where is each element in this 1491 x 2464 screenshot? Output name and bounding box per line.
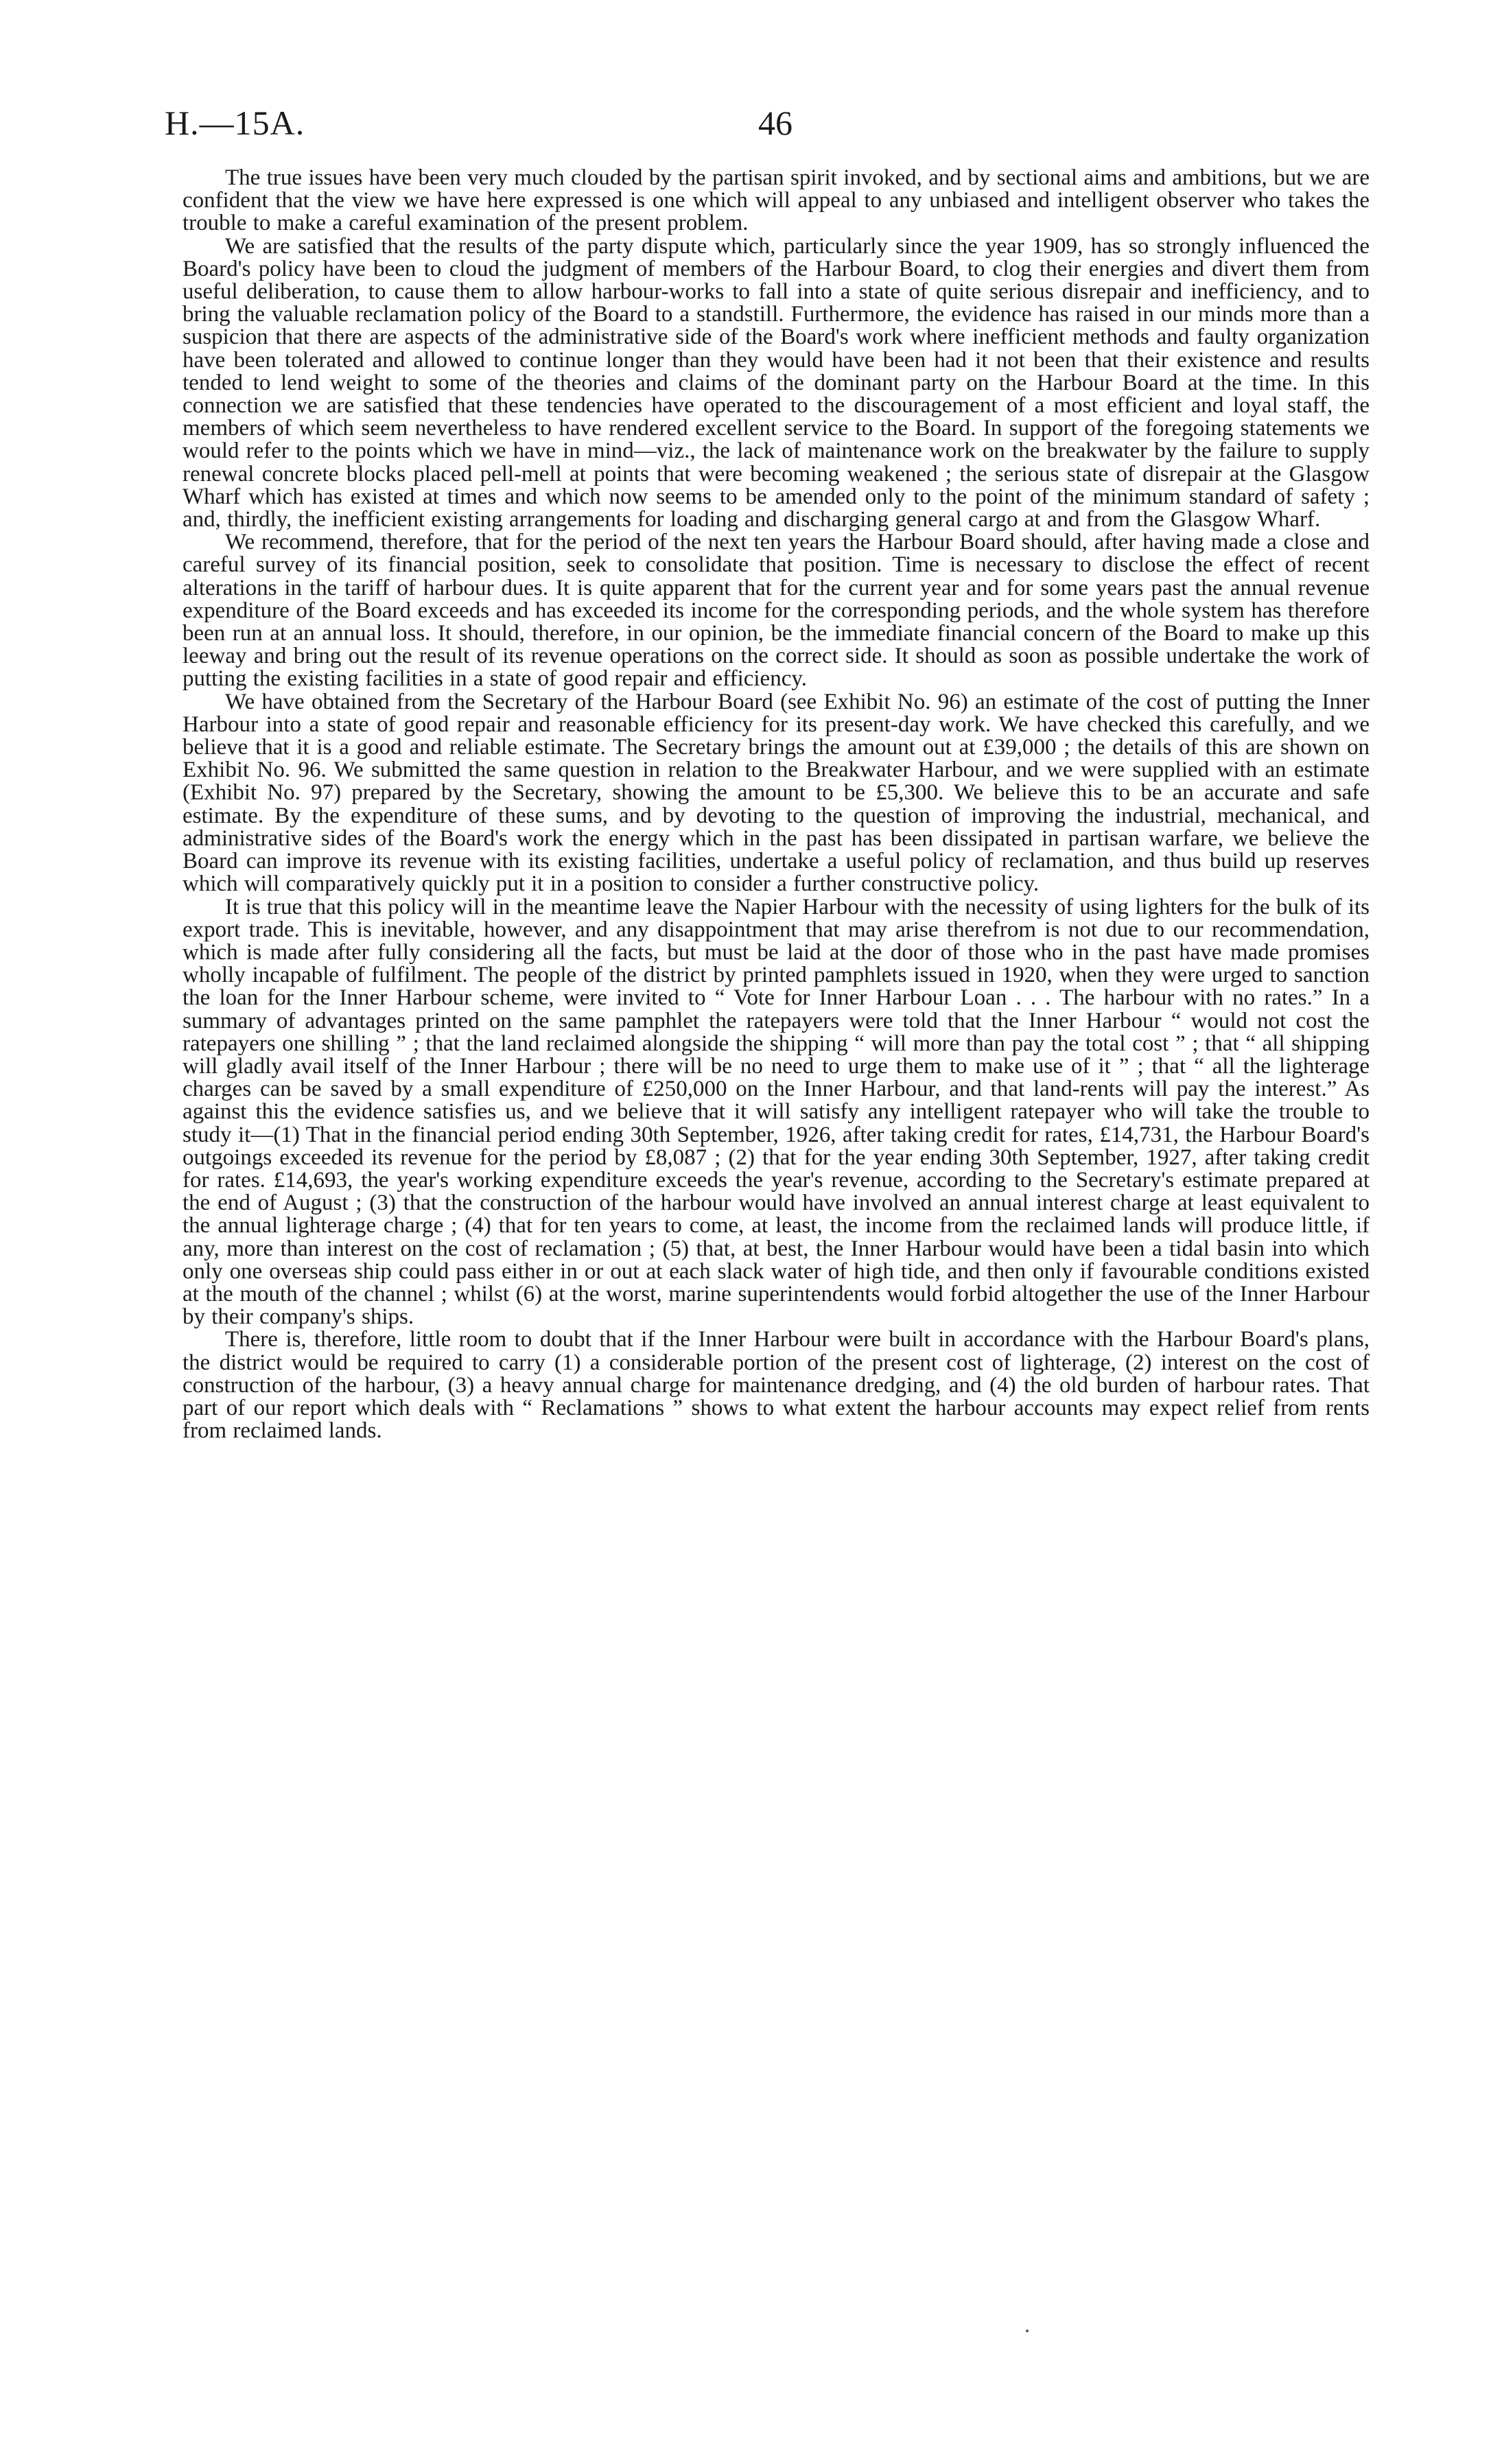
page-header <box>165 103 1386 151</box>
paragraph: It is true that this policy will in the meantime leave the Napier Harbour with the necessity of using lighters for the bulk of its export trade. This is inevitable, however, and any disappointment that may arise therefrom is not due to our recommendation, which is made after fully considering all the facts, but must be laid at the door of those who in the past have made promises wholly incapable of fulfilment. The people of the district by printed pamphlets issued in 1920, when they were urged to sanction the loan for the Inner Harbour scheme, were invited to “ Vote for Inner Harbour Loan . . . The harbour with no rates.” In a summary of advantages printed on the same pamphlet the ratepayers were told that the Inner Harbour “ would not cost the ratepayers one shilling ” ; that the land reclaimed alongside the shipping “ will more than pay the total cost ” ; that “ all shipping will gladly avail itself of the Inner Harbour ; there will be no need to urge them to make use of it ” ; that “ all the lighterage charges can be saved by a small expenditure of £250,000 on the Inner Harbour, and that land-rents will pay the interest.” As against this the evidence satisfies us, and we believe that it will satisfy any intelligent ratepayer who will take the trouble to study it—(1) That in the financial period ending 30th September, 1926, after taking credit for rates, £14,731, the Harbour Board's outgoings exceeded its revenue for the period by £8,087 ; (2) that for the year ending 30th September, 1927, after taking credit for rates. £14,693, the year's working expenditure exceeds the year's revenue, according to the Secretary's estimate prepared at the end of August ; (3) that the construction of the harbour would have involved an annual interest charge at least equivalent to the annual lighterage charge ; (4) that for ten years to come, at least, the income from the reclaimed lands will produce little, if any, more than interest on the cost of reclamation ; (5) that, at best, the Inner Harbour would have been a tidal basin into which only one overseas ship could pass either in or out at each slack water of high tide, and then only if favourable conditions existed at the mouth of the channel ; whilst (6) at the worst, marine superintendents would forbid altogether the use of the Inner Harbour by their company's ships. <box>183 894 1370 1330</box>
paragraph: We recommend, therefore, that for the period of the next ten years the Harbour Board should, after having made a close and careful survey of its financial position, seek to consolidate that position. Time is necessary to disclose the effect of recent alterations in the tariff of harbour dues. It is quite apparent that for the current year and for some years past the annual revenue expenditure of the Board exceeds and has exceeded its income for the corresponding periods, and the whole system has therefore been run at an annual loss. It should, therefore, in our opinion, be the immediate financial concern of the Board to make up this leeway and bring out the result of its revenue operations on the correct side. It should as soon as possible undertake the work of putting the existing facilities in a state of good repair and efficiency. <box>183 530 1370 692</box>
body-text <box>183 167 1370 1442</box>
paragraph: We have obtained from the Secretary of the Harbour Board (see Exhibit No. 96) an estimate of the cost of putting the Inner Harbour into a state of good repair and reasonable efficiency for its present-day work. We have checked this carefully, and we believe that it is a good and reliable estimate. The Secretary brings the amount out at £39,000 ; the details of this are shown on Exhibit No. 96. We submitted the same question in relation to the Breakwater Harbour, and we were supplied with an estimate (Exhibit No. 97) prepared by the Secretary, showing the amount to be £5,300. We believe this to be an accurate and safe estimate. By the expenditure of these sums, and by devoting to the question of improving the industrial, mechanical, and administrative sides of the Board's work the energy which in the past has been dissipated in partisan warfare, we believe the Board can improve its revenue with its existing facilities, undertake a useful policy of reclamation, and thus build up reserves which will comparatively quickly put it in a position to consider a further constructive policy. <box>183 689 1370 897</box>
paragraph: We are satisfied that the results of the party dispute which, particularly since the year 1909, has so strongly influenced the Board's policy have been to cloud the judgment of members of the Harbour Board, to clog their energies and divert them from useful deliberation, to cause them to allow harbour-works to fall into a state of quite serious disrepair and inefficiency, and to bring the valuable reclamation policy of the Board to a standstill. Furthermore, the evidence has raised in our minds more than a suspicion that there are aspects of the administrative side of the Board's work where inefficient methods and faulty organization have been tolerated and allowed to continue longer than they would have been had it not been that their existence and results tended to lend weight to some of the theories and claims of the dominant party on the Harbour Board at the time. In this connection we are satisfied that these tendencies have operated to the discouragement of a most efficient and loyal staff, the members of which seem nevertheless to have rendered excellent service to the Board. In support of the foregoing statements we would refer to the points which we have in mind—viz., the lack of maintenance work on the breakwater by the failure to supply renewal concrete blocks placed pell-mell at points that were becoming weakened ; the serious state of disrepair at the Glasgow Wharf which has existed at times and which now seems to be amended only to the point of the minimum standard of safety ; and, thirdly, the inefficient existing arrangements for loading and discharging general cargo at and from the Glasgow Wharf. <box>183 233 1370 532</box>
page-number: 46 <box>758 104 793 142</box>
paragraph: The true issues have been very much clouded by the partisan spirit invoked, and by sectional aims and ambitions, but we are confident that the view we have here expressed is one which will appeal to any unbiased and intelligent observer who takes the trouble to make a careful examination of the present problem. <box>183 165 1370 236</box>
document-reference: H.—15A. <box>165 104 305 142</box>
print-speck <box>1026 2330 1029 2332</box>
paragraph: There is, therefore, little room to doubt that if the Inner Harbour were built in accordance with the Harbour Board's plans, the district would be required to carry (1) a considerable portion of the present cost of lighterage, (2) interest on the cost of construction of the harbour, (3) a heavy annual charge for maintenance dredging, and (4) the old burden of harbour rates. That part of our report which deals with “ Reclamations ” shows to what extent the harbour accounts may expect relief from rents from reclaimed lands. <box>183 1327 1370 1444</box>
